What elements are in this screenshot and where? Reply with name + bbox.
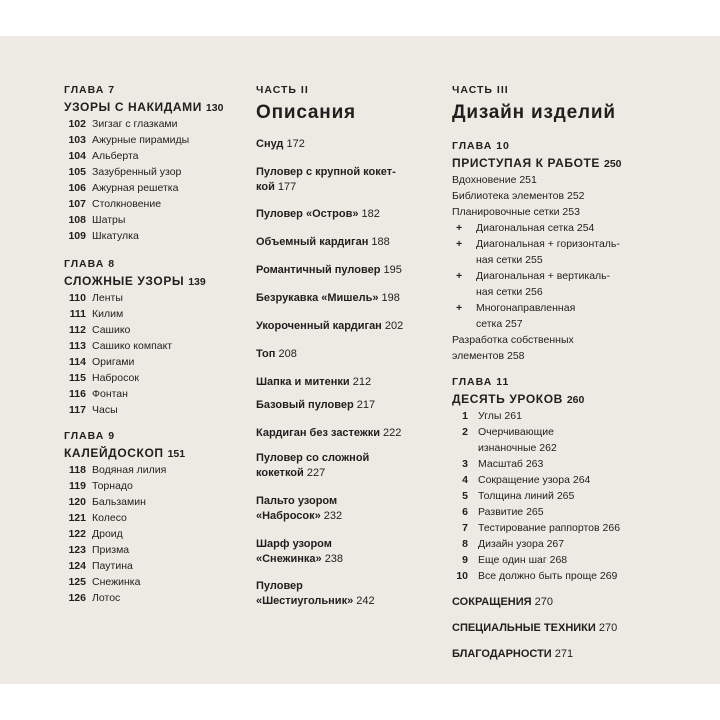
toc-item-112[interactable] (64, 322, 130, 338)
subitem-text-line: ная сетки 256 (476, 286, 543, 298)
subitem-text-line: Многонаправленная (476, 302, 576, 314)
chapter-10-title-text: ПРИСТУПАЯ К РАБОТЕ (452, 156, 601, 170)
entry-page: 222 (383, 427, 402, 439)
toc-subitem-multidirectional[interactable] (452, 300, 575, 332)
item-number: 115 (69, 372, 86, 384)
item-number: 119 (69, 480, 86, 492)
chapter-7-page: 130 (205, 102, 224, 114)
entry-title-line: кокеткой (256, 467, 304, 479)
toc-entry-basic-pullover[interactable] (256, 398, 375, 413)
lesson-number: 3 (462, 458, 468, 470)
lesson-text: Дизайн узора 267 (478, 538, 565, 550)
item-title: Часы (92, 404, 118, 416)
toc-item-102[interactable] (64, 116, 178, 132)
toc-subitem-diagonal-horizontal[interactable] (452, 236, 620, 268)
tail-page: 271 (554, 648, 574, 660)
toc-item-118[interactable] (64, 462, 166, 478)
subitem-text-line: Диагональная + вертикаль- (476, 270, 611, 282)
chapter-7-label: ГЛАВА 7 (64, 84, 116, 96)
entry-title: Базовый пуловер (256, 399, 354, 411)
part-3-title: Дизайн изделий (452, 102, 616, 123)
lesson-number: 9 (462, 554, 468, 566)
entry-title: Пуловер «Остров» (256, 208, 359, 220)
toc-item-121[interactable] (64, 510, 127, 526)
toc-entry-sketch-coat[interactable] (256, 494, 342, 524)
lesson-6[interactable] (452, 504, 544, 520)
toc-item-planning-grids[interactable]: Планировочные сетки 253 (452, 206, 580, 218)
toc-entry-top[interactable] (256, 347, 297, 362)
item-title: Зазубренный узор (92, 166, 182, 178)
item-number: 114 (69, 356, 86, 368)
entry-title-line: Пуловер с крупной кокет- (256, 166, 396, 178)
lesson-number: 4 (462, 474, 468, 486)
toc-special-techniques[interactable] (452, 622, 617, 634)
lesson-number: 6 (462, 506, 468, 518)
lesson-9[interactable] (452, 552, 567, 568)
item-number: 110 (69, 292, 86, 304)
toc-entry-open-cardigan[interactable] (256, 426, 401, 441)
entry-title: Топ (256, 348, 276, 360)
tail-title: СОКРАЩЕНИЯ (452, 596, 532, 608)
part-3-label: ЧАСТЬ III (452, 84, 509, 96)
chapter-11-page: 260 (566, 394, 585, 406)
item-number: 125 (68, 576, 86, 588)
entry-title-line: Шарф узором (256, 538, 332, 550)
lesson-text: Все должно быть проще 269 (478, 570, 618, 582)
item-number: 108 (68, 214, 86, 226)
item-title: Зигзаг с глазками (92, 118, 178, 130)
entry-page: 177 (277, 181, 297, 193)
subitem-text-line: сетка 257 (476, 318, 523, 330)
item-number: 126 (68, 592, 86, 604)
toc-item-own-elements[interactable] (452, 332, 574, 364)
chapter-9-label: ГЛАВА 9 (64, 430, 116, 442)
toc-entry-cropped-cardigan[interactable] (256, 319, 403, 334)
toc-entry-volume-cardigan[interactable] (256, 235, 390, 250)
item-title: Торнадо (92, 480, 133, 492)
lesson-10[interactable] (452, 568, 617, 584)
toc-item-103[interactable] (64, 132, 189, 148)
entry-page: 202 (384, 320, 404, 332)
chapter-8-title[interactable] (64, 274, 206, 288)
item-number: 102 (68, 118, 86, 130)
item-title: Сашико компакт (92, 340, 173, 352)
entry-title-line: «Снежинка» (256, 553, 322, 565)
item-number: 109 (68, 230, 86, 242)
toc-item-109[interactable] (64, 228, 139, 244)
part-2-title: Описания (256, 102, 356, 123)
toc-item-124[interactable] (64, 558, 133, 574)
tail-title: БЛАГОДАРНОСТИ (452, 648, 552, 660)
chapter-9-page: 151 (167, 448, 186, 460)
toc-item-126[interactable] (64, 590, 120, 606)
item-title: Столкновение (92, 198, 162, 210)
item-title: Паутина (92, 560, 133, 572)
toc-item-119[interactable] (64, 478, 133, 494)
toc-entry-romantic-pullover[interactable] (256, 263, 402, 278)
entry-title: Укороченный кардиган (256, 320, 382, 332)
item-number: 122 (68, 528, 86, 540)
item-number: 123 (68, 544, 86, 556)
lesson-7[interactable] (452, 520, 620, 536)
entry-title: Романтичный пуловер (256, 264, 381, 276)
toc-item-108[interactable] (64, 212, 125, 228)
item-title: Снежинка (92, 576, 141, 588)
entry-title: Шапка и митенки (256, 376, 350, 388)
toc-item-111[interactable] (64, 306, 123, 322)
entry-page: 182 (361, 208, 380, 220)
item-text-line: Разработка собственных (452, 334, 574, 346)
item-title: Дроид (92, 528, 123, 540)
item-title: Ажурные пирамиды (92, 134, 190, 146)
item-title: Лотос (92, 592, 121, 604)
entry-page: 212 (352, 376, 372, 388)
toc-subitem-diagonal-grid[interactable] (452, 220, 594, 236)
toc-item-114[interactable] (64, 354, 134, 370)
lesson-text: Масштаб 263 (478, 458, 544, 470)
lesson-text: Толщина линий 265 (478, 490, 575, 502)
entry-page: 208 (278, 348, 297, 360)
toc-item-104[interactable] (64, 148, 138, 164)
chapter-7-title-text: УЗОРЫ С НАКИДАМИ (64, 100, 202, 114)
plus-marker: + (456, 302, 463, 314)
entry-title: Кардиган без застежки (256, 427, 380, 439)
toc-entry-hat-mittens[interactable] (256, 375, 371, 390)
plus-marker: + (456, 270, 463, 282)
toc-entry-snowflake-scarf[interactable] (256, 537, 343, 567)
entry-page: 242 (356, 595, 375, 607)
toc-item-115[interactable] (64, 370, 139, 386)
toc-item-106[interactable] (64, 180, 178, 196)
toc-item-107[interactable] (64, 196, 161, 212)
subitem-text: Диагональная сетка 254 (476, 222, 595, 234)
toc-item-125[interactable] (64, 574, 140, 590)
item-number: 105 (68, 166, 86, 178)
entry-page: 238 (324, 553, 344, 565)
item-title: Шкатулка (92, 230, 139, 242)
entry-page: 232 (323, 510, 343, 522)
chapter-8-title-text: СЛОЖНЫЕ УЗОРЫ (64, 274, 185, 288)
toc-item-element-library[interactable]: Библиотека элементов 252 (452, 190, 585, 202)
chapter-9-title[interactable] (64, 446, 185, 460)
toc-entry-island-pullover[interactable] (256, 207, 380, 222)
lesson-1[interactable] (452, 408, 522, 424)
item-number: 104 (68, 150, 86, 162)
entry-title-line: Пальто узором (256, 495, 338, 507)
subitem-text-line: ная сетки 255 (476, 254, 543, 266)
entry-title: Безрукавка «Мишель» (256, 292, 379, 304)
toc-item-120[interactable] (64, 494, 146, 510)
toc-item-113[interactable] (64, 338, 172, 354)
lesson-8[interactable] (452, 536, 564, 552)
item-number: 106 (68, 182, 86, 194)
entry-title-line: Пуловер (256, 580, 303, 592)
plus-marker: + (456, 238, 463, 250)
lesson-text: Еще один шаг 268 (478, 554, 568, 566)
lesson-number: 7 (462, 522, 468, 534)
tail-title: СПЕЦИАЛЬНЫЕ ТЕХНИКИ (452, 622, 596, 634)
toc-subitem-diagonal-vertical[interactable] (452, 268, 610, 300)
chapter-11-label: ГЛАВА 11 (452, 376, 510, 388)
lesson-4[interactable] (452, 472, 590, 488)
lesson-text: Сокращение узора 264 (478, 474, 591, 486)
item-title: Водяная лилия (92, 464, 167, 476)
item-number: 121 (68, 512, 86, 524)
toc-item-122[interactable] (64, 526, 123, 542)
lesson-number: 5 (462, 490, 468, 502)
toc-entry-snood[interactable] (256, 137, 305, 152)
tail-page: 270 (534, 596, 553, 608)
lesson-text: Развитие 265 (478, 506, 544, 518)
toc-item-123[interactable] (64, 542, 129, 558)
item-number: 116 (69, 388, 86, 400)
lesson-number: 1 (462, 410, 468, 422)
toc-item-117[interactable] (64, 402, 118, 418)
subitem-text-line: Диагональная + горизонталь- (476, 238, 620, 250)
lesson-3[interactable] (452, 456, 543, 472)
item-title: Колесо (92, 512, 127, 524)
item-number: 120 (68, 496, 86, 508)
lesson-2[interactable] (452, 424, 557, 456)
item-title: Ленты (92, 292, 123, 304)
item-number: 112 (69, 324, 86, 336)
lesson-number: 2 (462, 426, 468, 438)
plus-marker: + (456, 222, 463, 234)
chapter-11-title-text: ДЕСЯТЬ УРОКОВ (452, 392, 563, 406)
item-title: Ажурная решетка (92, 182, 179, 194)
chapter-10-label: ГЛАВА 10 (452, 140, 510, 152)
entry-title-line: кой (256, 181, 275, 193)
entry-page: 172 (286, 138, 305, 150)
chapter-10-title[interactable] (452, 156, 622, 170)
toc-item-105[interactable] (64, 164, 181, 180)
entry-title-line: «Шестиугольник» (256, 595, 354, 607)
chapter-11-title[interactable] (452, 392, 584, 406)
lesson-5[interactable] (452, 488, 574, 504)
lesson-text-line: Очерчивающие (478, 426, 554, 438)
tail-page: 270 (598, 622, 618, 634)
chapter-7-title[interactable] (64, 100, 223, 114)
entry-title: Снуд (256, 138, 284, 150)
chapter-8-page: 139 (188, 276, 206, 288)
toc-entry-complex-yoke-pullover[interactable] (256, 451, 369, 481)
entry-page: 227 (306, 467, 326, 479)
item-title: Набросок (92, 372, 139, 384)
chapter-9-title-text: КАЛЕЙДОСКОП (64, 446, 164, 460)
item-title: Шатры (92, 214, 126, 226)
item-title: Альберта (92, 150, 139, 162)
entry-page: 188 (371, 236, 390, 248)
item-title: Оригами (92, 356, 135, 368)
lesson-text-line: изнаночные 262 (478, 442, 557, 454)
entry-title-line: «Набросок» (256, 510, 321, 522)
toc-entry-hexagon-pullover[interactable] (256, 579, 375, 609)
item-number: 117 (69, 404, 86, 416)
item-number: 107 (68, 198, 86, 210)
toc-entry-yoke-pullover[interactable] (256, 165, 396, 195)
chapter-10-page: 250 (603, 158, 622, 170)
item-title: Сашико (92, 324, 131, 336)
item-number: 103 (68, 134, 86, 146)
entry-page: 217 (356, 399, 376, 411)
item-title: Фонтан (92, 388, 128, 400)
item-title: Бальзамин (92, 496, 146, 508)
lesson-number: 10 (456, 570, 468, 582)
item-number: 111 (69, 308, 86, 320)
contents-page (0, 36, 720, 684)
toc-abbreviations[interactable] (452, 596, 553, 608)
item-number: 113 (69, 340, 86, 352)
item-number: 124 (68, 560, 86, 572)
lesson-text: Тестирование раппортов 266 (478, 522, 621, 534)
entry-title-line: Пуловер со сложной (256, 452, 370, 464)
toc-entry-vest-michelle[interactable] (256, 291, 400, 306)
item-title: Килим (92, 308, 124, 320)
toc-acknowledgements[interactable] (452, 648, 573, 660)
lesson-text: Углы 261 (478, 410, 522, 422)
chapter-8-label: ГЛАВА 8 (64, 258, 116, 270)
toc-item-inspiration[interactable]: Вдохновение 251 (452, 174, 537, 186)
item-number: 118 (69, 464, 86, 476)
toc-item-116[interactable] (64, 386, 128, 402)
item-title: Призма (92, 544, 130, 556)
entry-title: Объемный кардиган (256, 236, 369, 248)
entry-page: 195 (383, 264, 402, 276)
item-text-line: элементов 258 (452, 350, 525, 362)
lesson-number: 8 (462, 538, 468, 550)
part-2-label: ЧАСТЬ II (256, 84, 309, 96)
toc-item-110[interactable] (64, 290, 123, 306)
entry-page: 198 (381, 292, 400, 304)
